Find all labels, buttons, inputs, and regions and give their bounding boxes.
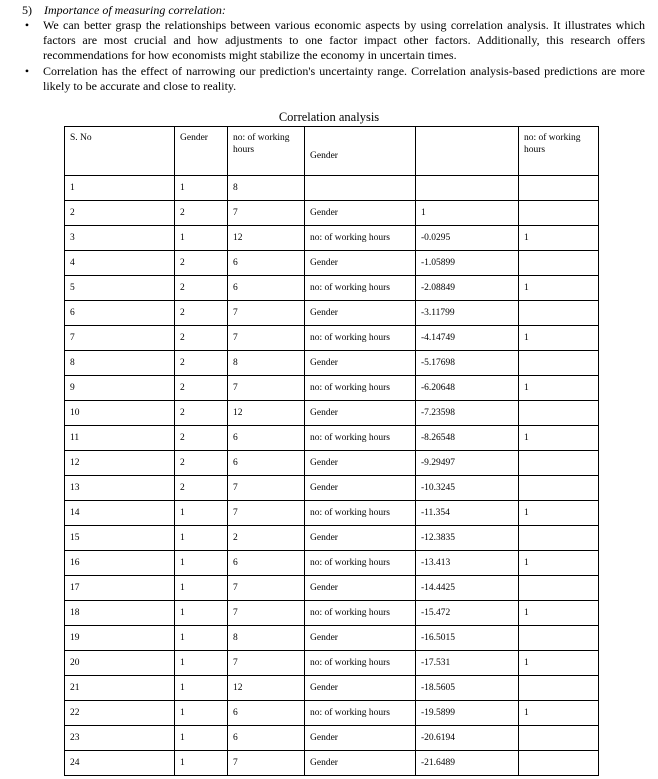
table-cell: 1 — [519, 226, 599, 251]
table-header-row — [65, 127, 599, 176]
table-cell: 2 — [175, 426, 228, 451]
table-cell: 7 — [65, 326, 175, 351]
table-cell: -0.0295 — [416, 226, 519, 251]
table-cell: 1 — [175, 676, 228, 701]
table-cell — [416, 176, 519, 201]
bullet-list — [22, 18, 645, 95]
table-cell — [519, 676, 599, 701]
table-cell: 1 — [175, 751, 228, 776]
table-row — [65, 376, 599, 401]
table-cell: 1 — [519, 326, 599, 351]
table-row — [65, 651, 599, 676]
correlation-table — [64, 126, 599, 776]
table-cell: 7 — [228, 376, 305, 401]
table-cell — [519, 201, 599, 226]
bullet-text: We can better grasp the relationships between various economic aspects by using correlation analysis. It illustrates which factors are most crucial and how adjustments to one factor impact other factors. Additionally, this research offers recommendations for how economists might stabilize the economy in uncertain times. — [43, 18, 645, 62]
table-cell: 1 — [175, 726, 228, 751]
table-cell — [519, 176, 599, 201]
table-cell: -21.6489 — [416, 751, 519, 776]
table-row — [65, 601, 599, 626]
table-cell: -6.20648 — [416, 376, 519, 401]
table-cell: 10 — [65, 401, 175, 426]
table-cell — [519, 301, 599, 326]
table-cell: 7 — [228, 501, 305, 526]
table-cell: 7 — [228, 651, 305, 676]
table-cell: 1 — [175, 226, 228, 251]
table-cell: 2 — [175, 301, 228, 326]
table-cell: Gender — [305, 751, 416, 776]
bullet-item — [22, 64, 645, 94]
table-cell: 1 — [519, 501, 599, 526]
table-cell: 8 — [228, 351, 305, 376]
table-row — [65, 751, 599, 776]
table-cell — [519, 576, 599, 601]
table-cell — [305, 176, 416, 201]
table-cell: 8 — [65, 351, 175, 376]
bullet-item — [22, 18, 645, 63]
table-cell: 1 — [519, 651, 599, 676]
table-cell: -3.11799 — [416, 301, 519, 326]
table-cell: Gender — [305, 251, 416, 276]
table-cell: -19.5899 — [416, 701, 519, 726]
table-cell: -4.14749 — [416, 326, 519, 351]
table-cell: 22 — [65, 701, 175, 726]
table-cell: -12.3835 — [416, 526, 519, 551]
table-cell: 7 — [228, 301, 305, 326]
table-row — [65, 401, 599, 426]
table-cell: -13.413 — [416, 551, 519, 576]
table-row — [65, 326, 599, 351]
table-row — [65, 251, 599, 276]
table-cell: 9 — [65, 376, 175, 401]
table-row — [65, 701, 599, 726]
table-cell: 1 — [416, 201, 519, 226]
table-cell: 7 — [228, 326, 305, 351]
table-cell: 1 — [175, 551, 228, 576]
table-cell: 2 — [175, 376, 228, 401]
table-cell — [519, 476, 599, 501]
table-header-cell: Gender — [175, 127, 228, 176]
table-cell: Gender — [305, 526, 416, 551]
table-cell — [519, 751, 599, 776]
table-cell: 24 — [65, 751, 175, 776]
table-row — [65, 426, 599, 451]
table-cell: no: of working hours — [305, 701, 416, 726]
section-title: Importance of measuring correlation: — [44, 3, 226, 17]
table-row — [65, 501, 599, 526]
table-row — [65, 626, 599, 651]
table-cell: no: of working hours — [305, 326, 416, 351]
table-cell: no: of working hours — [305, 226, 416, 251]
table-cell: 7 — [228, 476, 305, 501]
table-cell: 6 — [228, 251, 305, 276]
bullet-icon: • — [24, 18, 30, 32]
bullet-icon: • — [24, 64, 30, 78]
table-cell: 2 — [175, 276, 228, 301]
table-cell: 2 — [175, 251, 228, 276]
table-cell: -14.4425 — [416, 576, 519, 601]
table-cell: 6 — [228, 701, 305, 726]
table-cell: no: of working hours — [305, 426, 416, 451]
table-cell: -11.354 — [416, 501, 519, 526]
table-cell: Gender — [305, 726, 416, 751]
table-cell: 12 — [65, 451, 175, 476]
table-cell: 6 — [228, 451, 305, 476]
table-cell: 21 — [65, 676, 175, 701]
table-cell: 3 — [65, 226, 175, 251]
table-cell: 1 — [175, 626, 228, 651]
table-cell: 1 — [519, 426, 599, 451]
table-row — [65, 176, 599, 201]
table-cell — [519, 351, 599, 376]
table-cell: 4 — [65, 251, 175, 276]
table-cell: 2 — [175, 451, 228, 476]
table-row — [65, 726, 599, 751]
table-cell: 5 — [65, 276, 175, 301]
table-cell: 2 — [65, 201, 175, 226]
table-cell: Gender — [305, 576, 416, 601]
table-cell: -18.5605 — [416, 676, 519, 701]
bullet-text: Correlation has the effect of narrowing our prediction's uncertainty range. Correlation analysis-based predictions are more likely to be accurate and close to reality. — [43, 64, 645, 93]
table-row — [65, 476, 599, 501]
table-cell: 7 — [228, 576, 305, 601]
table-cell: 7 — [228, 601, 305, 626]
table-cell: 1 — [519, 276, 599, 301]
table-cell: Gender — [305, 401, 416, 426]
table-cell: 1 — [519, 701, 599, 726]
table-cell: 19 — [65, 626, 175, 651]
table-cell: 12 — [228, 226, 305, 251]
table-header-cell: no: of working hours — [228, 127, 305, 176]
table-cell: 13 — [65, 476, 175, 501]
table-cell: 1 — [175, 501, 228, 526]
table-row — [65, 301, 599, 326]
table-cell: -20.6194 — [416, 726, 519, 751]
table-cell: -9.29497 — [416, 451, 519, 476]
table-cell: no: of working hours — [305, 501, 416, 526]
table-cell: -5.17698 — [416, 351, 519, 376]
table-cell: 6 — [65, 301, 175, 326]
table-header-cell: Gender — [305, 127, 416, 176]
table-cell: 1 — [175, 601, 228, 626]
table-cell: no: of working hours — [305, 601, 416, 626]
table-cell: 1 — [65, 176, 175, 201]
table-cell: 2 — [228, 526, 305, 551]
table-cell: Gender — [305, 351, 416, 376]
table-row — [65, 226, 599, 251]
table-cell: 1 — [519, 376, 599, 401]
table-cell: 6 — [228, 726, 305, 751]
table-row — [65, 526, 599, 551]
table-cell: 12 — [228, 676, 305, 701]
table-cell: 1 — [175, 651, 228, 676]
table-cell: 8 — [228, 626, 305, 651]
section-heading — [22, 3, 226, 18]
table-cell: 2 — [175, 201, 228, 226]
table-cell: Gender — [305, 301, 416, 326]
table-cell: 17 — [65, 576, 175, 601]
table-cell: 11 — [65, 426, 175, 451]
table-cell: 6 — [228, 426, 305, 451]
table-cell: Gender — [305, 451, 416, 476]
table-cell: 1 — [175, 701, 228, 726]
table-cell: -7.23598 — [416, 401, 519, 426]
table-cell: Gender — [305, 676, 416, 701]
table-cell: 1 — [519, 551, 599, 576]
table-cell: 6 — [228, 551, 305, 576]
table-cell: Gender — [305, 626, 416, 651]
table-cell: no: of working hours — [305, 651, 416, 676]
table-cell: -16.5015 — [416, 626, 519, 651]
table-header-cell: no: of working hours — [519, 127, 599, 176]
table-cell: no: of working hours — [305, 376, 416, 401]
table-cell: 2 — [175, 476, 228, 501]
table-cell: -15.472 — [416, 601, 519, 626]
table-cell: no: of working hours — [305, 551, 416, 576]
table-title: Correlation analysis — [278, 110, 380, 124]
table-cell: 1 — [519, 601, 599, 626]
table-row — [65, 451, 599, 476]
table-row — [65, 201, 599, 226]
table-cell: -17.531 — [416, 651, 519, 676]
table-row — [65, 276, 599, 301]
table-cell: no: of working hours — [305, 276, 416, 301]
table-cell: 14 — [65, 501, 175, 526]
table-cell: -10.3245 — [416, 476, 519, 501]
table-cell: 2 — [175, 326, 228, 351]
table-cell: Gender — [305, 476, 416, 501]
table-header-cell: S. No — [65, 127, 175, 176]
table-cell: 8 — [228, 176, 305, 201]
table-header-cell — [416, 127, 519, 176]
table-cell: 7 — [228, 751, 305, 776]
table-cell — [519, 451, 599, 476]
table-row — [65, 676, 599, 701]
table-cell — [519, 526, 599, 551]
table-cell: 23 — [65, 726, 175, 751]
table-cell — [519, 726, 599, 751]
table-cell — [519, 626, 599, 651]
section-number: 5) — [22, 3, 32, 17]
table-cell: 18 — [65, 601, 175, 626]
table-cell: 16 — [65, 551, 175, 576]
table-cell: 7 — [228, 201, 305, 226]
table-cell: 6 — [228, 276, 305, 301]
table-cell: 1 — [175, 576, 228, 601]
table-cell: 1 — [175, 526, 228, 551]
table-cell — [519, 401, 599, 426]
table-row — [65, 551, 599, 576]
table-cell: -1.05899 — [416, 251, 519, 276]
table-cell: 15 — [65, 526, 175, 551]
table-cell: 2 — [175, 401, 228, 426]
table-row — [65, 351, 599, 376]
table-row — [65, 576, 599, 601]
table-cell: Gender — [305, 201, 416, 226]
table-cell: -8.26548 — [416, 426, 519, 451]
table-cell: 1 — [175, 176, 228, 201]
table-cell: 12 — [228, 401, 305, 426]
table-cell: 20 — [65, 651, 175, 676]
table-cell — [519, 251, 599, 276]
table-cell: 2 — [175, 351, 228, 376]
table-cell: -2.08849 — [416, 276, 519, 301]
